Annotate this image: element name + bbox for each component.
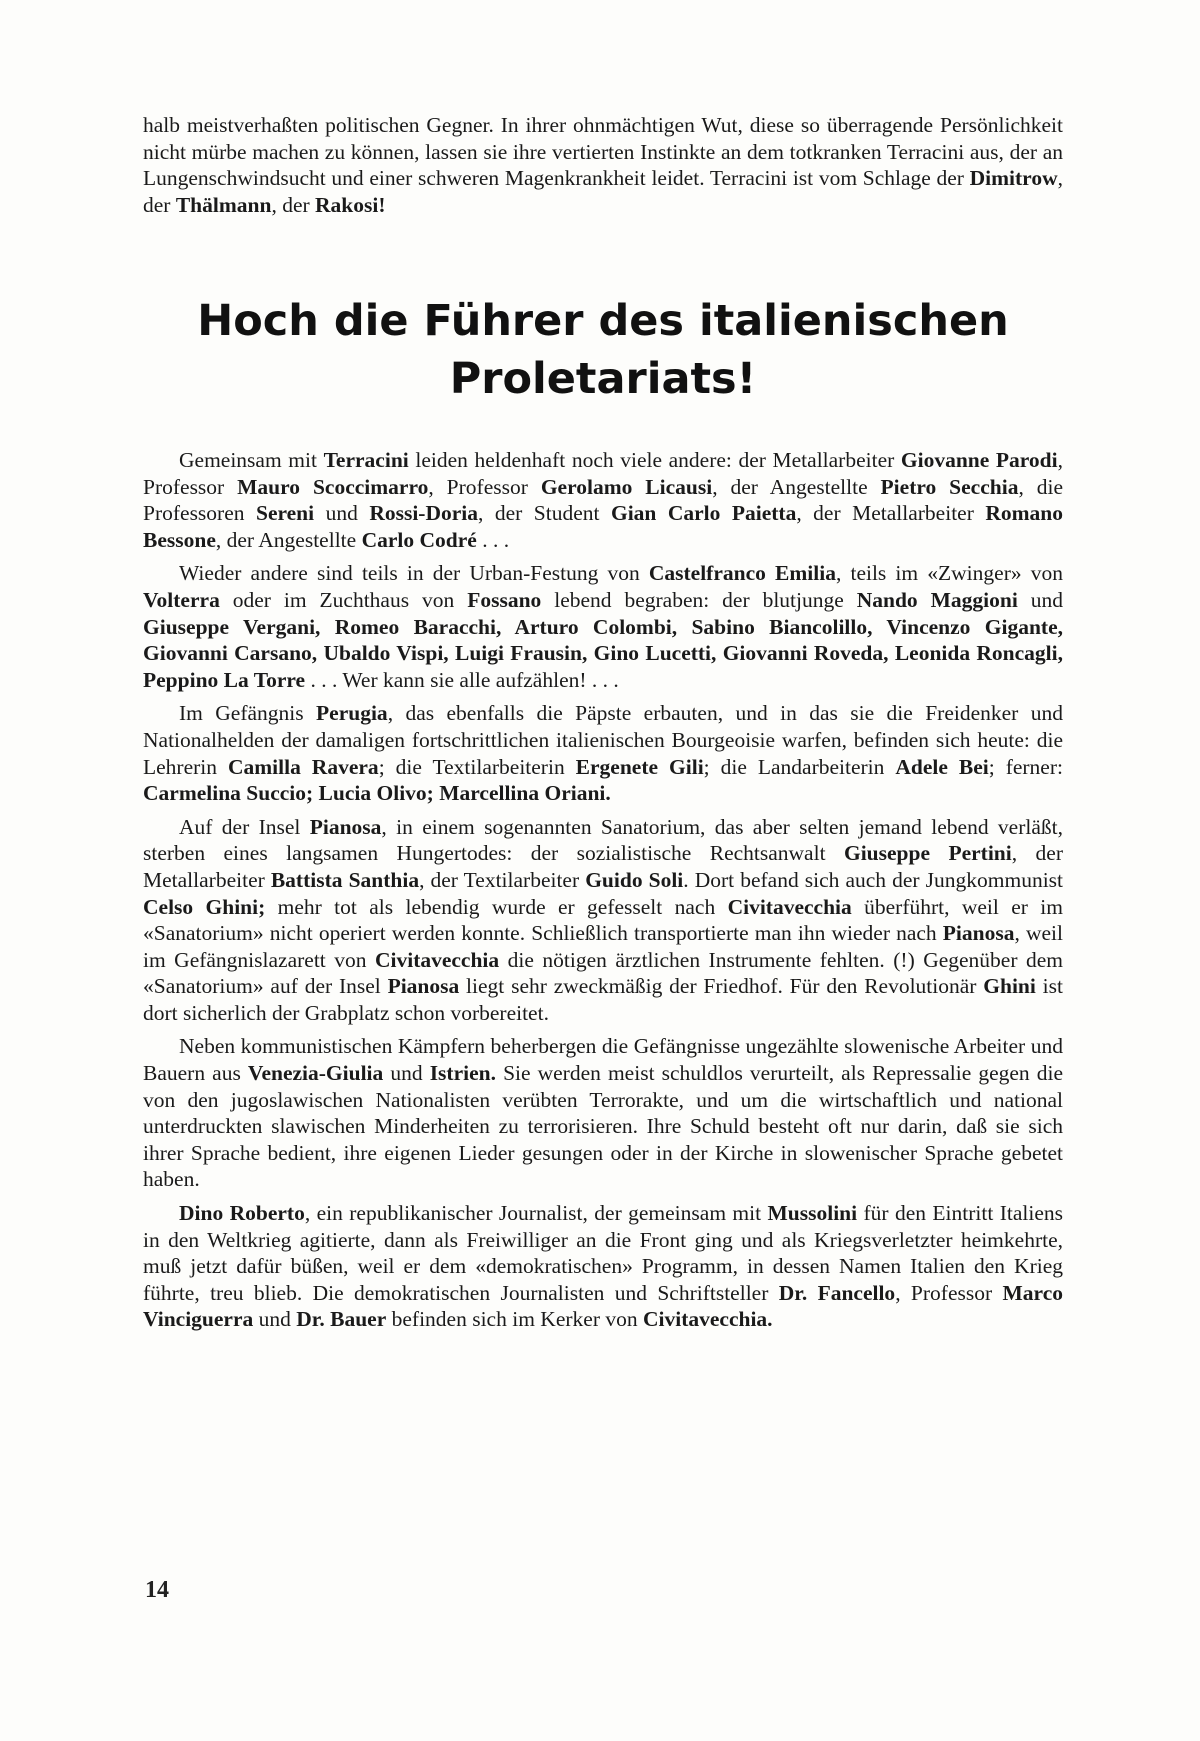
section-heading <box>143 292 1063 408</box>
intro-paragraph <box>143 112 1063 218</box>
bold-name: Carmelina Succio; Lucia Olivo; Marcellina Oriani. <box>143 781 611 806</box>
heading-line-1: Hoch die Führer des italienischen <box>197 296 1009 346</box>
bold-name: Mauro Scoccimarro <box>237 474 429 499</box>
text-run: ; ferner: <box>988 754 1063 779</box>
name-dimitrow: Dimitrow <box>969 166 1058 191</box>
bold-name: Castelfranco Emilia <box>648 561 836 586</box>
text-run: und <box>383 1061 430 1086</box>
text-run: Neben kommunistischen Kämpfern beherbergen die Gefängnisse ungezählte slowenische Arbeiter und Bauern aus <box>143 1034 1063 1086</box>
bold-name: Gerolamo Licausi <box>540 474 713 499</box>
text-run: , weil im Gefängnislazarett von <box>143 921 1063 972</box>
bold-name: Terracini <box>323 448 409 472</box>
text-run: , in einem sogenannten Sanatorium, das aber selten jemand lebend verläßt, sterben eines langsamen Hungertodes: der sozialistische Rechtsanwalt <box>143 814 1063 866</box>
text-run: , der Metallarbeiter <box>796 501 986 526</box>
text-run: Auf der Insel <box>179 814 310 839</box>
paragraph-3 <box>143 700 1063 806</box>
text-run: oder im Zuchthaus von <box>219 587 468 612</box>
text-run: für den Eintritt Italiens in den Weltkrieg agitierte, dann als Freiwilliger an die Front ging und als Kriegsverletzter heimkehrte, muß jetzt dafür büßen, weil er dem «demokratischen» Programm, in dessen Namen Italien den Krieg führte, treu blieb. Die demokratischen Journalisten und Schriftsteller <box>143 1201 1063 1305</box>
text-run: und <box>314 501 370 526</box>
text-run: liegt sehr zweckmäßig der Friedhof. Für den Revolutionär <box>459 974 984 999</box>
text-run: überführt, weil er im «Sanatorium» nicht operiert werden konnte. Schließlich transportierte man ihn wieder nach <box>143 894 1063 946</box>
paragraph-2 <box>143 560 1063 693</box>
text-run: Wieder andere sind teils in der Urban-Festung von <box>179 561 649 586</box>
text-run: mehr tot als lebendig wurde er gefesselt nach <box>265 894 728 919</box>
text-run: leiden heldenhaft noch viele andere: der Metallarbeiter <box>408 448 901 472</box>
text-run: befinden sich im Kerker von <box>386 1307 643 1332</box>
text-run: ; die Textilarbeiterin <box>378 754 576 779</box>
text-run: . Dort befand sich auch der Jungkommunist <box>683 867 1064 892</box>
text-run: . . . <box>476 527 510 552</box>
heading-line-2: Proletariats! <box>449 354 757 404</box>
text-run: . . . Wer kann sie alle aufzählen! . . . <box>305 667 619 692</box>
text-run: Sie werden meist schuldlos verurteilt, als Repressalie gegen die von den jugoslawischen Nationalisten verübten Terrorakte, und um die wirtschaftlich und national unterdruckten slawischen Minderheiten zu terrorisieren. Ihre Schuld besteht oft nur darin, daß sie sich ihrer Sprache bedient, ihre eigenen Lieder gesungen oder in der Kirche in slowenischer Sprache gebetet haben. <box>143 1061 1063 1192</box>
text-run: , Professor <box>895 1280 1003 1305</box>
bold-name: Nando Maggioni <box>856 587 1018 612</box>
text-run: , der Metallarbeiter <box>143 841 1063 892</box>
bold-name: Dr. Fancello <box>778 1280 896 1305</box>
bold-name: Romano Bessone <box>143 501 1063 552</box>
text-run: Gemeinsam mit <box>179 448 324 472</box>
name-thaelmann: Thälmann <box>175 192 272 217</box>
paragraph-4 <box>143 814 1063 1027</box>
bold-name: Ergenete Gili <box>575 754 704 779</box>
bold-name: Civitavecchia <box>374 947 500 972</box>
text-run: , der Angestellte <box>712 474 881 499</box>
bold-name: Dr. Bauer <box>296 1307 387 1332</box>
text-run: , der Student <box>478 501 611 526</box>
text-run: lebend begraben: der blutjunge <box>541 587 857 612</box>
text-run: , das ebenfalls die Päpste erbauten, und in das sie die Freidenker und Nationalhelden der damaligen fortschrittlichen italienischen Bourgeoisie warfen, befinden sich heute: die Lehrerin <box>143 701 1063 779</box>
bold-name: Pianosa <box>942 921 1015 946</box>
paragraph-1 <box>143 447 1063 553</box>
bold-name: Istrien. <box>429 1061 496 1086</box>
text-run: , der <box>143 166 1063 217</box>
bold-name: Guido Soli <box>585 867 684 892</box>
bold-name: Giovanne Parodi <box>900 448 1058 472</box>
bold-name: Pianosa <box>309 814 382 839</box>
text-run: ist dort sicherlich der Grabplatz schon vorbereitet. <box>143 974 1063 1025</box>
text-run: halb meistverhaßten politischen Gegner. In ihrer ohnmächtigen Wut, diese so überragende Persönlichkeit nicht mürbe machen zu können, lassen sie ihre vertierten Instinkte an dem totkranken Terracini aus, der an Lungenschwindsucht und einer schweren Magenkrankheit leidet. Terracini ist vom Schlage der <box>143 113 1063 191</box>
bold-name: Pietro Secchia <box>880 474 1019 499</box>
bold-name: Civitavecchia. <box>642 1307 773 1332</box>
bold-name: Pianosa <box>387 974 460 999</box>
text-run: , der Textilarbeiter <box>419 867 586 892</box>
text-run: ; die Landarbeiterin <box>703 754 896 779</box>
text-run: , ein republikanischer Journalist, der gemeinsam mit <box>304 1201 768 1226</box>
paragraph-6 <box>143 1200 1063 1333</box>
bold-name: Venezia-Giulia <box>247 1061 384 1086</box>
page-number: 14 <box>145 1577 169 1603</box>
text-run: , die Professoren <box>143 474 1064 526</box>
text-run: die nötigen ärztlichen Instrumente fehlten. (!) Gegenüber dem «Sanatorium» auf der Insel <box>143 947 1063 999</box>
bold-name: Gian Carlo Paietta <box>610 501 797 526</box>
bold-name: Ghini <box>983 974 1036 999</box>
bold-name: Civitavecchia <box>727 894 852 919</box>
bold-name: Volterra <box>143 587 220 612</box>
text-run: , teils im «Zwinger» von <box>835 561 1063 586</box>
bold-name: Sereni <box>255 501 315 526</box>
text-run: Im Gefängnis <box>179 701 317 726</box>
bold-name: Giuseppe Pertini <box>843 841 1012 866</box>
name-rakosi: Rakosi! <box>315 192 386 217</box>
text-run: und <box>253 1307 297 1332</box>
bold-name: Perugia <box>316 701 388 726</box>
text-run: , der <box>271 192 316 217</box>
text-run: , der Angestellte <box>215 527 362 552</box>
bold-name: Adele Bei <box>895 754 989 779</box>
body-text <box>143 447 1063 1340</box>
intro-block <box>143 112 1063 218</box>
bold-name: Giuseppe Vergani, Romeo Baracchi, Arturo Colombi, Sabino Biancolillo, Vincenzo Gigante, Giovanni Carsano, Ubaldo Vispi, Luigi Frausin, Gino Lucetti, Giovanni Roveda, Leonida Roncagli, Peppino La Torre <box>143 614 1063 692</box>
bold-name: Dino Roberto <box>179 1201 305 1226</box>
bold-name: Celso Ghini; <box>143 894 266 919</box>
bold-name: Camilla Ravera <box>227 754 379 779</box>
bold-name: Mussolini <box>767 1201 858 1226</box>
paragraph-5 <box>143 1033 1063 1193</box>
text-run: , Professor <box>428 474 541 499</box>
bold-name: Rossi-Doria <box>369 501 479 526</box>
text-run: , Professor <box>143 448 1063 499</box>
bold-name: Marco Vinciguerra <box>143 1280 1063 1332</box>
bold-name: Carlo Codré <box>361 527 477 552</box>
bold-name: Fossano <box>467 587 542 612</box>
bold-name: Battista Santhia <box>270 867 420 892</box>
text-run: und <box>1017 587 1063 612</box>
